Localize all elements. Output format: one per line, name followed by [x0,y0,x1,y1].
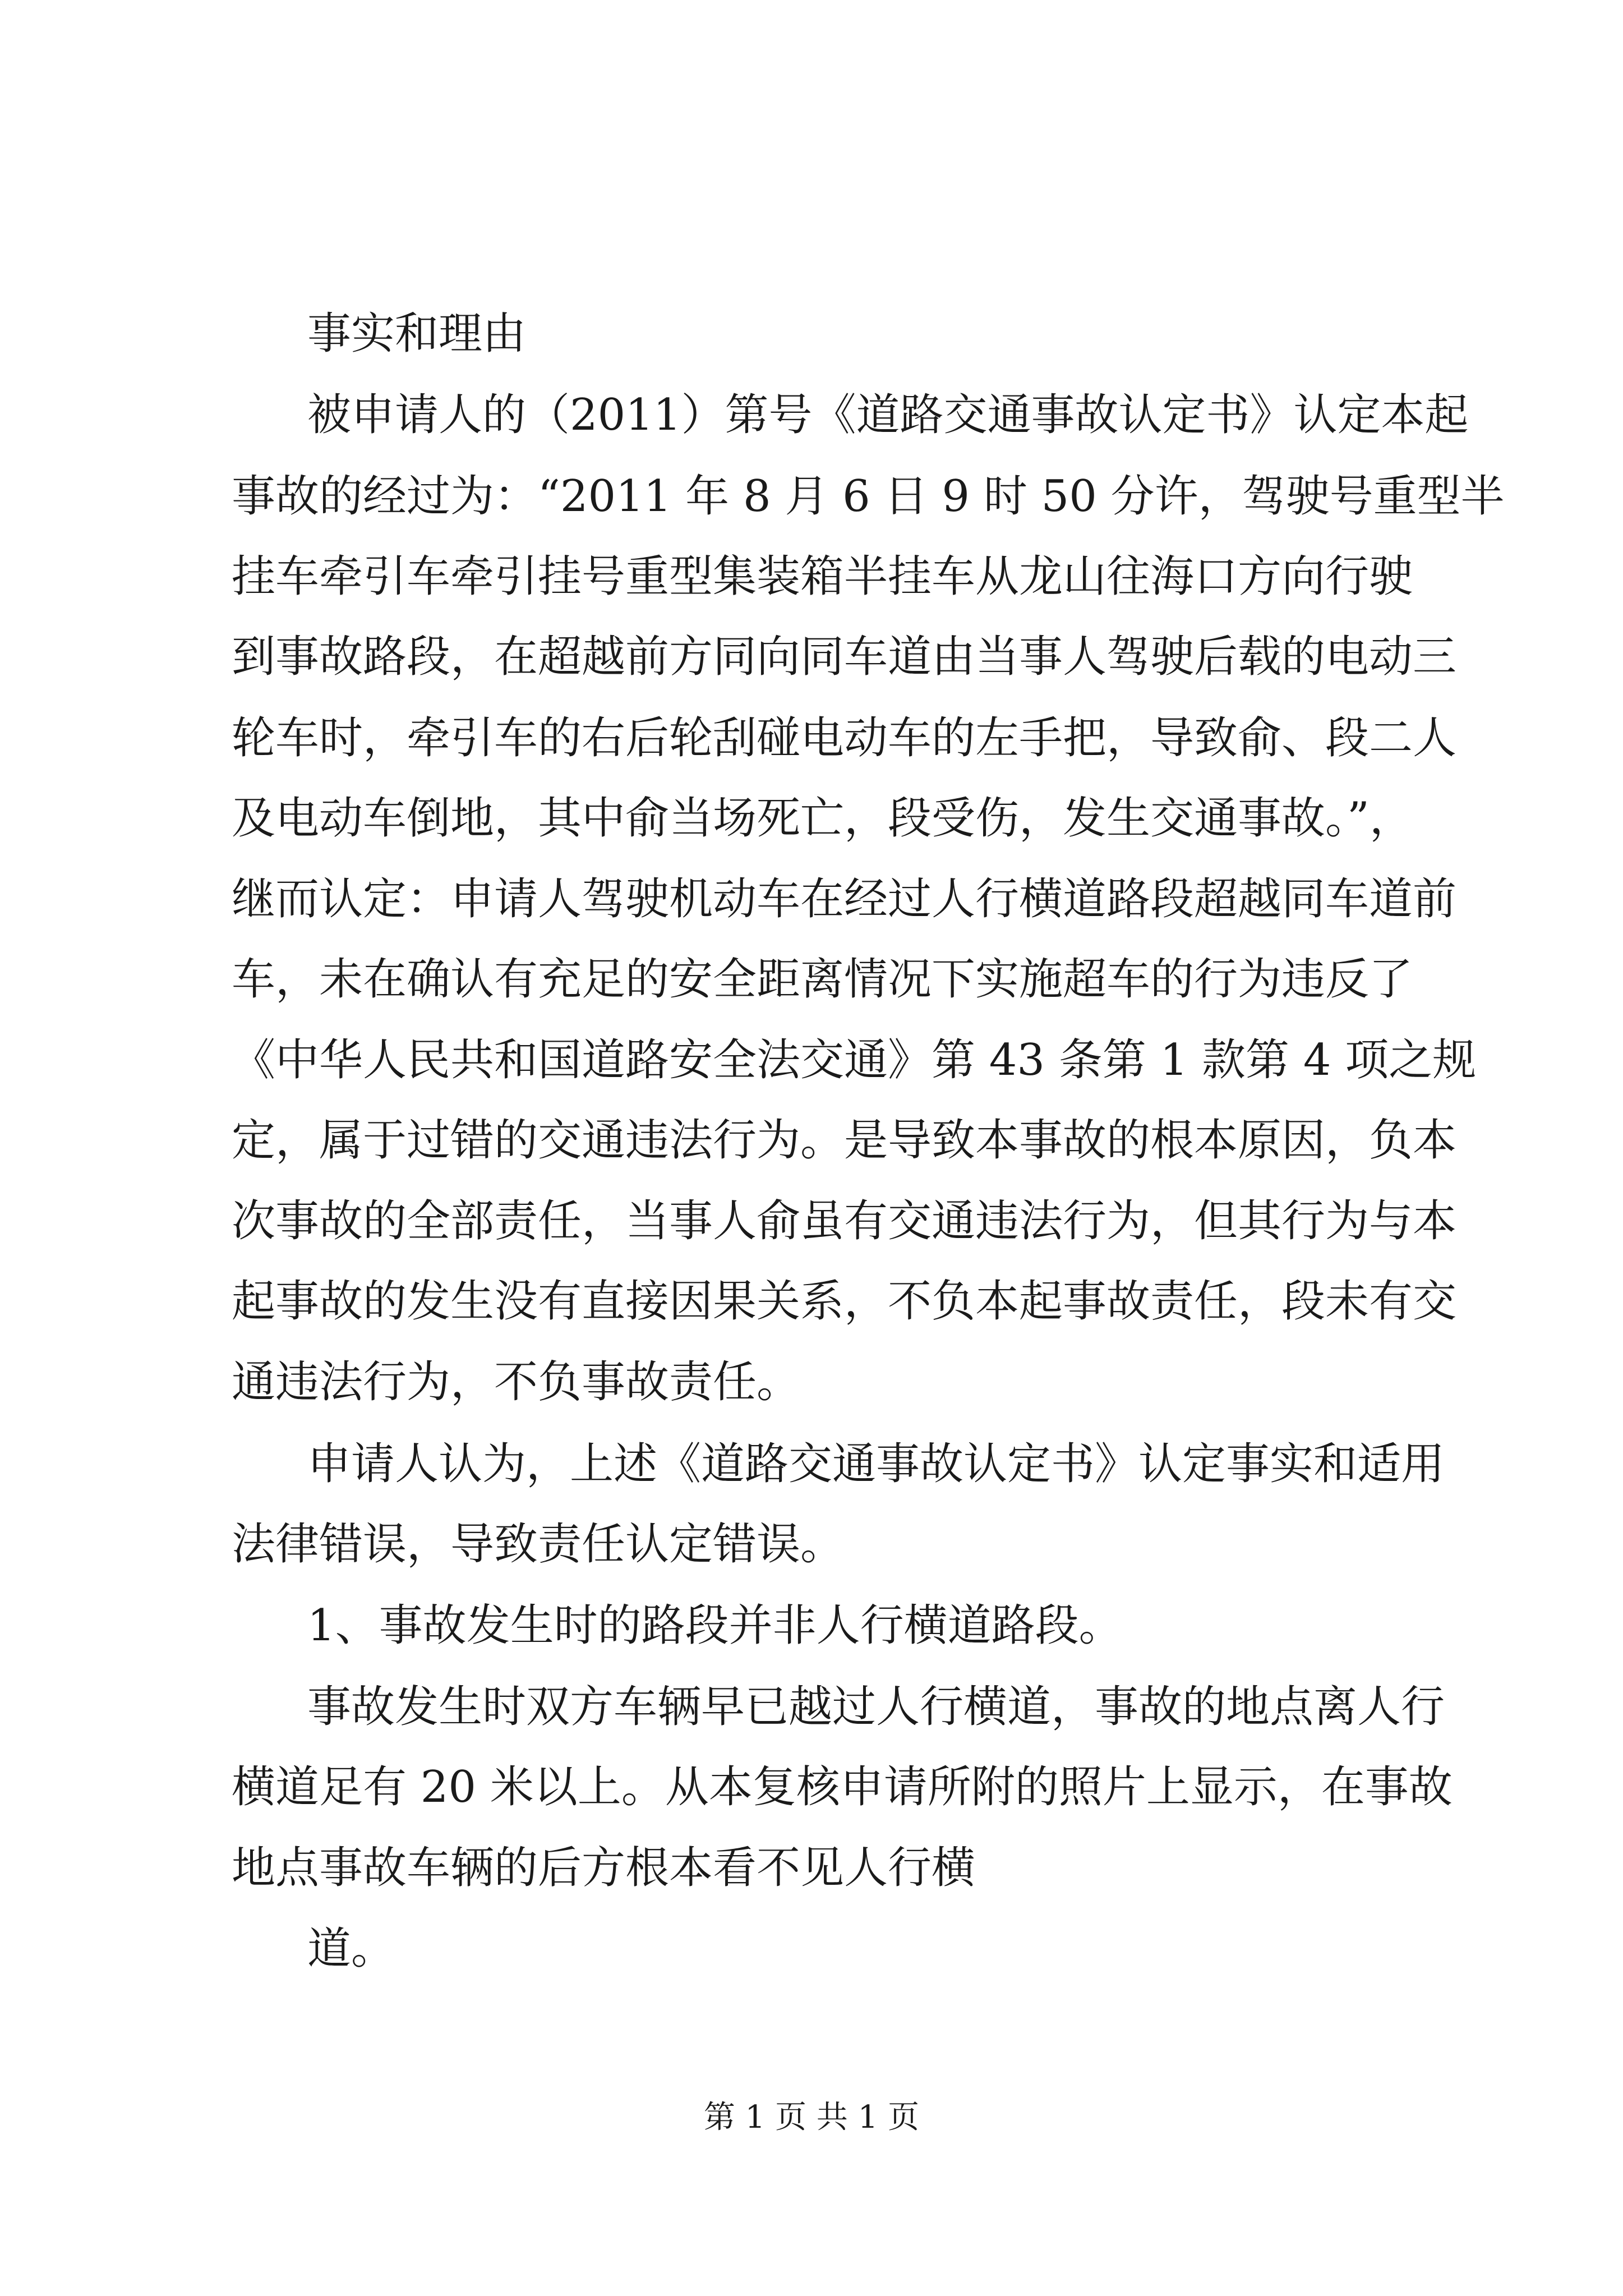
paragraph-line: 次事故的全部责任，当事人俞虽有交通违法行为，但其行为与本 [232,1196,1457,1246]
paragraph-line: 申请人认为，上述《道路交通事故认定书》认定事实和适用 [307,1439,1445,1489]
paragraph-line: 被申请人的（2011）第号《道路交通事故认定书》认定本起 [307,390,1469,440]
page-footer: 第 1 页 共 1 页 [703,2099,920,2136]
paragraph-line: 事故的经过为：“2011 年 8 月 6 日 9 时 50 分许，驾驶号重型半 [232,471,1505,522]
paragraph-line: 事故发生时双方车辆早已越过人行横道，事故的地点离人行 [307,1682,1445,1732]
paragraph-line: 轮车时，牵引车的右后轮刮碰电动车的左手把，导致俞、段二人 [232,713,1457,763]
paragraph-line: 继而认定：申请人驾驶机动车在经过人行横道路段超越同车道前 [232,874,1457,924]
paragraph-line: 《中华人民共和国道路安全法交通》第 43 条第 1 款第 4 项之规 [232,1035,1477,1085]
paragraph-line: 定，属于过错的交通违法行为。是导致本事故的根本原因，负本 [232,1115,1457,1166]
paragraph-line: 道。 [307,1924,395,1974]
paragraph-line: 到事故路段，在超越前方同向同车道由当事人驾驶后载的电动三 [232,632,1457,682]
paragraph-line: 起事故的发生没有直接因果关系，不负本起事故责任，段未有交 [232,1276,1457,1327]
paragraph-line: 及电动车倒地，其中俞当场死亡，段受伤，发生交通事故。”， [232,793,1413,844]
paragraph-line: 挂车牵引车牵引挂号重型集装箱半挂车从龙山往海口方向行驶 [232,551,1413,602]
paragraph-line: 地点事故车辆的后方根本看不见人行横 [232,1843,976,1893]
paragraph-line: 法律错误，导致责任认定错误。 [232,1519,845,1570]
numbered-point: 1、事故发生时的路段并非人行横道路段。 [307,1600,1123,1651]
paragraph-line: 车，未在确认有充足的安全距离情况下实施超车的行为违反了 [232,954,1413,1005]
section-heading: 事实和理由 [307,309,527,359]
paragraph-line: 通违法行为，不负事故责任。 [232,1357,801,1407]
paragraph-line: 横道足有 20 米以上。从本复核申请所附的照片上显示，在事故 [232,1762,1453,1812]
